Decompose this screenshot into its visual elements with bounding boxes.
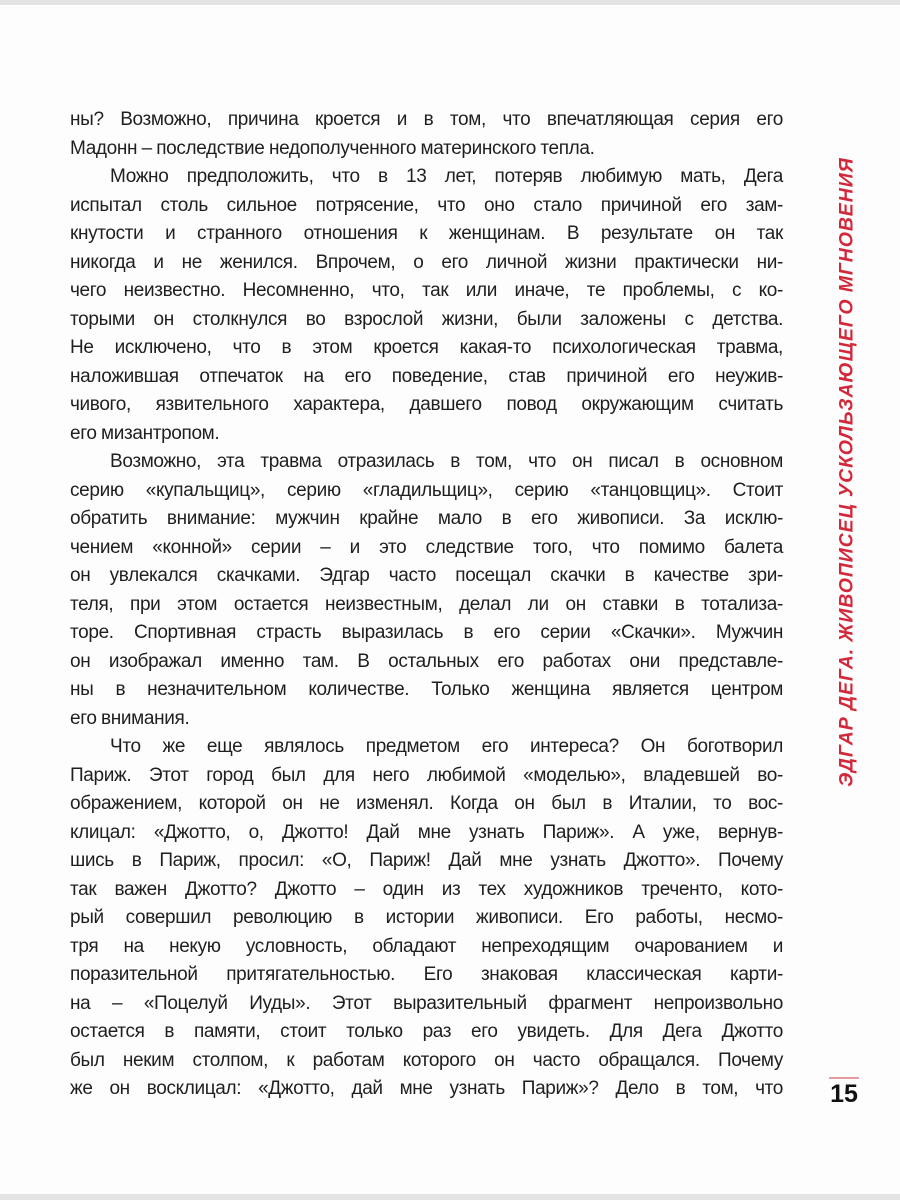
text-line: ны? Возможно, причина кроется и в том, что впечатляющая серия его bbox=[70, 109, 783, 130]
text-line: чего неизвестно. Несомненно, что, так или иначе, те проблемы, с ко- bbox=[70, 280, 783, 301]
text-line: никогда и не женился. Впрочем, о его личной жизни практически ни- bbox=[70, 251, 783, 273]
text-line: испытал столь сильное потрясение, что оно стало причиной его зам- bbox=[70, 194, 783, 216]
text-line: был неким столпом, к работам которого он часто обращался. Почему bbox=[70, 1049, 783, 1071]
scan-top-edge bbox=[0, 0, 900, 5]
text-line: ображением, которой он не изменял. Когда он был в Италии, то вос- bbox=[70, 793, 783, 814]
text-line: Что же еще являлось предметом его интереса? Он боготворил bbox=[110, 736, 783, 757]
text-line: Возможно, эта травма отразилась в том, что он писал в основном bbox=[110, 451, 783, 472]
text-line: торыми он столкнулся во взрослой жизни, были заложены с детства. bbox=[70, 308, 783, 330]
body-text bbox=[70, 106, 783, 1104]
text-line: на – «Поцелуй Иуды». Этот выразительный фрагмент непроизвольно bbox=[70, 992, 783, 1014]
text-line: же он восклицал: «Джотто, дай мне узнать Париж»? Дело в том, что bbox=[70, 1078, 783, 1099]
text-line: шись в Париж, просил: «О, Париж! Дай мне узнать Джотто». Почему bbox=[70, 850, 783, 871]
text-line: торе. Спортивная страсть выразилась в его серии «Скачки». Мужчин bbox=[70, 622, 783, 643]
text-line: Можно предположить, что в 13 лет, потеряв любимую мать, Дега bbox=[110, 166, 783, 187]
text-line: так важен Джотто? Джотто – один из тех художников треченто, кото- bbox=[70, 878, 783, 900]
text-line: теля, при этом остается неизвестным, делал ли он ставки в тотализа- bbox=[70, 593, 783, 615]
paragraph bbox=[70, 733, 783, 1104]
text-line: его мизантропом. bbox=[70, 422, 220, 444]
text-line: поразительной притягательностью. Его знаковая классическая карти- bbox=[70, 964, 783, 985]
text-line: кнутости и странного отношения к женщинам. В результате он так bbox=[70, 223, 783, 244]
page-number: 15 bbox=[830, 1080, 858, 1108]
text-line: Париж. Этот город был для него любимой «моделью», владевшей во- bbox=[70, 764, 783, 786]
text-line: тря на некую условность, обладают непреходящим очарованием и bbox=[70, 935, 783, 957]
text-line: его внимания. bbox=[70, 707, 190, 729]
text-line: он изображал именно там. В остальных его работах они представле- bbox=[70, 650, 783, 672]
page-number-rule bbox=[829, 1077, 859, 1079]
paragraph bbox=[70, 448, 783, 733]
paragraph bbox=[70, 106, 783, 163]
text-line: Мадонн – последствие недополученного материнского тепла. bbox=[70, 137, 595, 159]
text-line: ны в незначительном количестве. Только женщина является центром bbox=[70, 679, 783, 700]
scan-bottom-edge bbox=[0, 1194, 900, 1200]
text-line: Не исключено, что в этом кроется какая-то психологическая травма, bbox=[70, 337, 783, 358]
text-line: обратить внимание: мужчин крайне мало в его живописи. За исклю- bbox=[70, 508, 783, 529]
running-title-text: ЭДГАР ДЕГА. ЖИВОПИСЕЦ УСКОЛЬЗАЮЩЕГО МГНОВЕНИЯ bbox=[835, 157, 858, 787]
text-line: остается в памяти, стоит только раз его увидеть. Для Дега Джотто bbox=[70, 1021, 783, 1042]
text-line: серию «купальщиц», серию «гладильщиц», серию «танцовщиц». Стоит bbox=[70, 479, 783, 501]
text-line: рый совершил революцию в истории живописи. Его работы, несмо- bbox=[70, 907, 783, 928]
text-line: клицал: «Джотто, о, Джотто! Дай мне узнать Париж». А уже, вернув- bbox=[70, 821, 783, 843]
text-line: наложившая отпечаток на его поведение, став причиной его неужив- bbox=[70, 365, 783, 387]
running-title bbox=[833, 108, 861, 836]
paragraph bbox=[70, 163, 783, 448]
text-line: чением «конной» серии – и это следствие того, что помимо балета bbox=[70, 536, 783, 558]
text-line: чивого, язвительного характера, давшего повод окружающим считать bbox=[70, 394, 783, 415]
text-line: он увлекался скачками. Эдгар часто посещал скачки в качестве зри- bbox=[70, 565, 783, 586]
